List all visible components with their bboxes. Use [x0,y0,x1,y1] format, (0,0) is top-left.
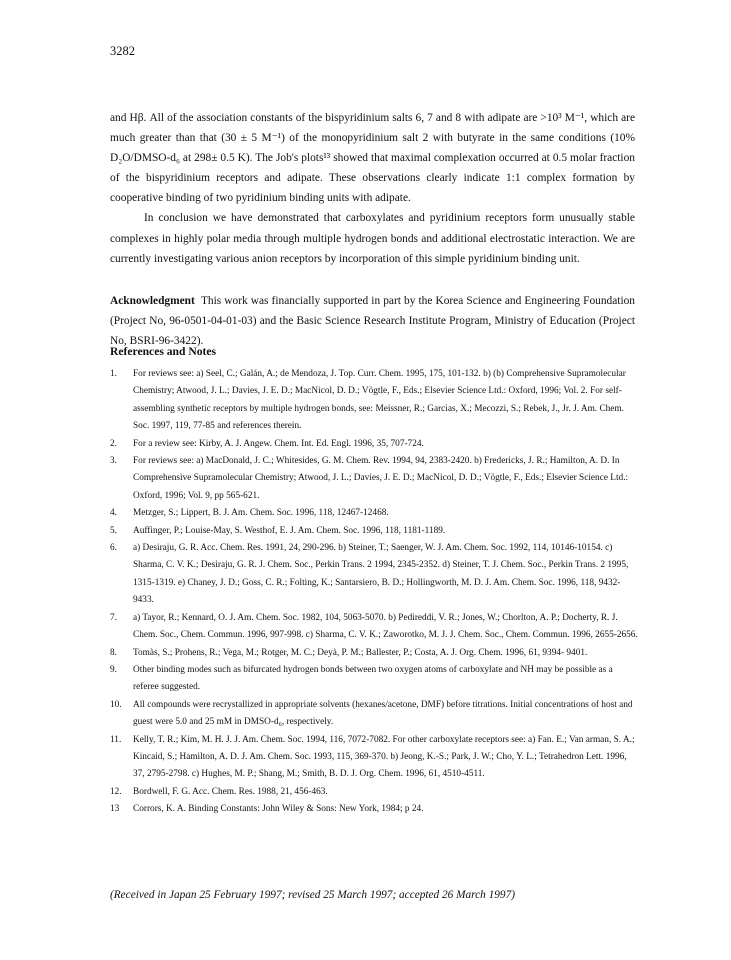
reference-item [110,801,640,818]
reference-number: 13 [110,804,120,815]
reference-number: 10. [110,699,122,710]
reference-number: 3. [110,456,117,467]
reference-text: Kelly, T. R.; Kim, M. H. J. J. Am. Chem. Soc. 1994, 116, 7072-7082. For other carboxylate receptors see: a) Fan. E.; Van arman, S. A.; Kincaid, S.; Hamilton, A. D. J. Am. Chem. Soc. 1993, 115, 369-370. b) Jeong, K.-S.; Park, J. W.; Cho, Y. L.; Tetrahedron Lett. 1996, 37, 2795-2798. c) Hughes, M. P.; Shang, M.; Smith, B. D. J. Org. Chem. 1996, 61, 4510-4511. [133,734,635,780]
reference-text: Auffinger, P.; Louise-May, S. Westhof, E. J. Am. Chem. Soc. 1996, 118, 1181-1189. [133,525,446,536]
references-heading: References and Notes [110,345,217,358]
reference-item [110,366,640,436]
reference-number: 6. [110,543,117,554]
acknowledgment-heading: Acknowledgment [110,295,195,307]
reference-item [110,523,640,540]
reference-text: Metzger, S.; Lippert, B. J. Am. Chem. Soc. 1996, 118, 12467-12468. [133,508,389,519]
reference-item [110,784,640,801]
reference-text: Bordwell, F. G. Acc. Chem. Res. 1988, 21, 456-463. [133,786,328,797]
reference-list [110,366,640,819]
reference-item [110,453,640,505]
reference-item [110,540,640,610]
body-text [110,108,635,269]
reference-number: 1. [110,369,117,379]
reference-item [110,436,640,453]
reference-text: a) Desiraju, G. R. Acc. Chem. Res. 1991, 24, 290-296. b) Steiner, T.; Saenger, W. J. Am. Chem. Soc. 1992, 114, 10146-10154. c) Sharma, C. V. K.; Desiraju, G. R. J. Chem. Soc., Perkin Trans. 2 1994, 2345-2352. d) Steiner, T. J. Chem. Soc., Perkin Trans. 2 1995, 1315-1319. e) Chaney, J. D.; Goss, C. R.; Folting, K.; Santarsiero, B. D.; Hollingworth, M. D. J. Am. Chem. Soc. 1996, 118, 9432-9433. [133,543,629,606]
reference-text: Corrors, K. A. Binding Constants: John Wiley & Sons: New York, 1984; p 24. [133,804,424,815]
reference-item [110,662,640,697]
reference-text: For a review see: Kirby, A. J. Angew. Chem. Int. Ed. Engl. 1996, 35, 707-724. [133,438,424,449]
reference-text: Tomàs, S.; Prohens, R.; Vega, M.; Rotger, M. C.; Deyà, P. M.; Ballester, P.; Costa, A. J. Org. Chem. 1996, 61, 9394- 9401. [133,647,588,658]
reference-text: All compounds were recrystallized in appropriate solvents (hexanes/acetone, DMF) before titrations. Initial concentrations of host and guest were 5.0 and 25 mM in DMSO-d₆, respectively. [133,699,633,728]
reference-number: 7. [110,612,117,623]
conclusion-paragraph: In conclusion we have demonstrated that carboxylates and pyridinium receptors form unusually stable complexes in highly polar media through multiple hydrogen bonds and additional electrostatic interaction. We are currently investigating various anion receptors by incorporation of this simple pyridinium binding unit. [110,212,635,265]
acknowledgment [110,291,635,351]
received-line: (Received in Japan 25 February 1997; revised 25 March 1997; accepted 26 March 1997) [110,889,515,901]
reference-item [110,505,640,522]
reference-number: 5. [110,525,117,536]
reference-item [110,610,640,645]
page-number: 3282 [110,44,135,58]
reference-text: Other binding modes such as bifurcated hydrogen bonds between two oxygen atoms of carboxylate and NH may be possible as a referee suggested. [133,664,613,693]
reference-item [110,697,640,732]
reference-text: a) Tayor, R.; Kennard, O. J. Am. Chem. Soc. 1982, 104, 5063-5070. b) Pedireddi, V. R.; Jones, W.; Chorlton, A. P.; Docherty, R. J. Chem. Soc., Chem. Commun. 1996, 997-998. c) Sharma, C. V. K.; Zaworotko, M. J. J. Chem. Soc., Chem. Commun. 1996, 2655-2656. [133,612,638,641]
reference-number: 11. [110,734,122,745]
reference-number: 8. [110,647,117,658]
reference-item [110,732,640,784]
reference-item [110,645,640,662]
acknowledgment-text: This work was financially supported in part by the Korea Science and Engineering Foundation (Project No, 96-0501-04-01-03) and the Basic Science Research Institute Program, Ministry of Education (Project No, BSRI-96-3422). [110,295,635,348]
reference-text: For reviews see: a) MacDonald, J. C.; Whitesides, G. M. Chem. Rev. 1994, 94, 2383-2420. b) Fredericks, J. R.; Hamilton, A. D. In Comprehensive Supramolecular Chemistry; Atwood, J. L.; Davies, J. E. D.; MacNicol, D. D.; Vögtle, F., Eds.; Elsevier Science Ltd.: Oxford, 1996; Vol. 9, pp 565-621. [133,456,629,501]
reference-text: For reviews see: a) Seel, C.; Galán, A.; de Mendoza, J. Top. Curr. Chem. 1995, 175, 101-132. b) (b) Comprehensive Supramolecular Chemistry; Atwood, J. L.; Davies, J. E. D.; MacNicol, D. D.; Vögtle, F., Eds.; Elsevier Science Ltd.: Oxford, 1996; Vol. 2. For self-assembling synthetic receptors by multiple hydrogen bonds, see: Meissner, R.; Garcias, X.; Mecozzi, S.; Rebek, J., Jr. J. Am. Chem. Soc. 1997, 119, 77-85 and references therein. [133,369,626,432]
reference-number: 4. [110,508,117,519]
reference-number: 2. [110,438,117,449]
reference-number: 12. [110,786,122,797]
paragraph: and Hβ. All of the association constants of the bispyridinium salts 6, 7 and 8 with adipate are >10³ M⁻¹, which are much greater than that (30 ± 5 M⁻¹) of the monopyridinium salt 2 with butyrate in the same conditions (10% D₂O/DMSO-d₆ at 298± 0.5 K). The Job's plots¹³ showed that maximal complexation occurred at 0.5 molar fraction of the bispyridinium receptors and adipate. These observations clearly indicate 1:1 complex formation by cooperative binding of two pyridinium binding units with adipate. [110,112,635,205]
reference-number: 9. [110,664,117,675]
